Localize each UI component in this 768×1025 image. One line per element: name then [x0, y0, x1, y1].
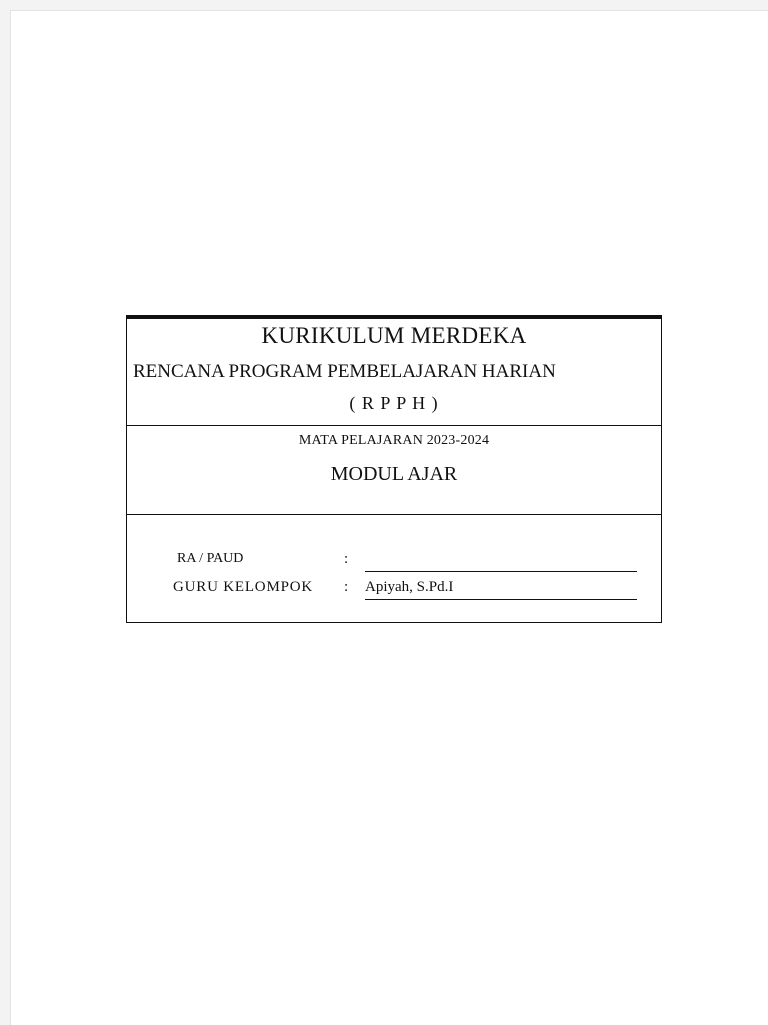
field-row-school [127, 551, 661, 573]
fields-section [127, 515, 661, 622]
cover-box [126, 315, 662, 623]
field-label-school: RA / PAUD [177, 551, 244, 566]
field-colon: : [344, 551, 349, 567]
field-row-teacher [127, 579, 661, 601]
document-acronym: ( R P P H ) [349, 393, 439, 413]
subject-label: MATA PELAJARAN 2023-2024 [298, 433, 490, 448]
subject-section [127, 426, 661, 515]
field-colon: : [344, 579, 349, 595]
module-label: MODUL AJAR [330, 463, 458, 485]
field-value-teacher: Apiyah, S.Pd.I [365, 579, 637, 600]
field-label-teacher: GURU KELOMPOK [173, 579, 313, 595]
document-title: KURIKULUM MERDEKA [261, 323, 527, 348]
field-value-school [365, 551, 637, 572]
header-section [127, 319, 661, 426]
document-subtitle: RENCANA PROGRAM PEMBELAJARAN HARIAN [133, 361, 556, 382]
document-page [10, 10, 768, 1025]
